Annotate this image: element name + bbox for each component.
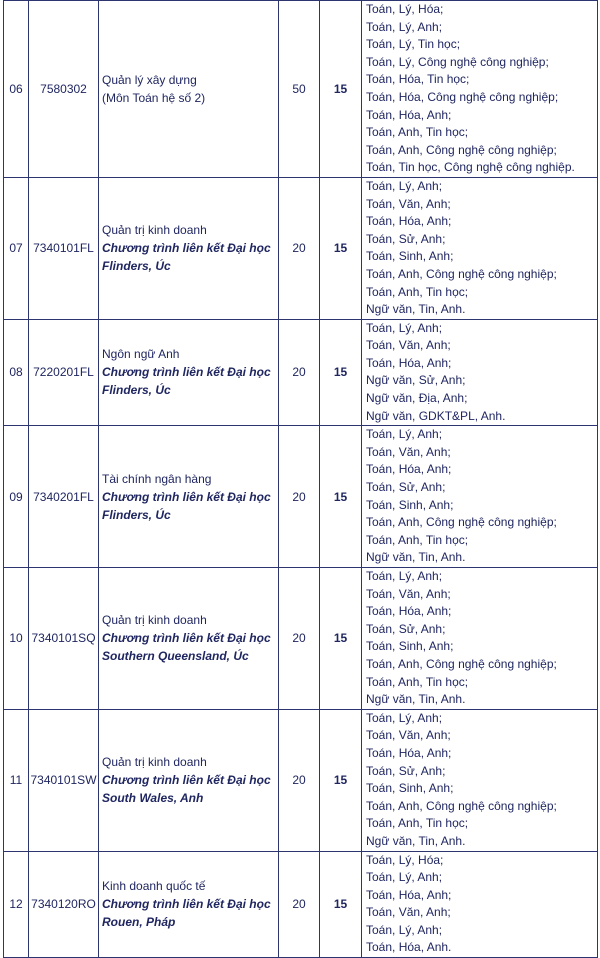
program-note: Chương trình liên kết Đại học Flinders, Úc: [102, 489, 271, 522]
row-number: 10: [4, 568, 29, 710]
major-name: Quản trị kinh doanh: [102, 755, 207, 770]
program-note: Chương trình liên kết Đại học South Wales, Anh: [102, 773, 271, 806]
subject-combination: Toán, Sử, Anh;: [366, 231, 446, 246]
major-name-cell: [99, 319, 279, 426]
quota: 20: [279, 177, 320, 319]
subject-combination: Toán, Anh, Công nghệ công nghiệp;: [366, 515, 557, 530]
table-row: [4, 709, 598, 851]
quota: 20: [279, 319, 320, 426]
subject-combination: Toán, Anh, Tin học;: [366, 125, 469, 140]
subject-combination: Toán, Lý, Công nghệ công nghiệp;: [366, 54, 549, 69]
subject-combination: Toán, Anh, Tin học;: [366, 284, 469, 299]
table-row: [4, 319, 598, 426]
subject-combination: Toán, Hóa, Anh;: [366, 355, 452, 370]
subject-combination: Toán, Lý, Hóa;: [366, 2, 444, 16]
subject-combination: Toán, Sử, Anh;: [366, 621, 446, 636]
subject-combination: Toán, Văn, Anh;: [366, 728, 451, 743]
program-note: Chương trình liên kết Đại học Southern Queensland, Úc: [102, 631, 271, 664]
major-name: Quản trị kinh doanh: [102, 613, 207, 628]
subject-combination: Toán, Hóa, Tin học;: [366, 72, 470, 87]
subject-combination: Toán, Văn, Anh;: [366, 586, 451, 601]
min-score: 15: [320, 709, 362, 851]
subject-combination: Toán, Tin học, Công nghệ công nghiệp.: [366, 160, 575, 175]
row-number: 08: [4, 319, 29, 426]
subject-combination: Toán, Lý, Anh;: [366, 710, 443, 725]
major-code: 7340101FL: [29, 177, 99, 319]
major-name: Tài chính ngân hàng: [102, 471, 212, 486]
subject-combination: Toán, Hóa, Anh;: [366, 462, 452, 477]
subject-combinations: [362, 851, 598, 958]
quota: 20: [279, 851, 320, 958]
subject-combinations: [362, 1, 598, 178]
table-row: [4, 1, 598, 178]
subject-combination: Toán, Anh, Tin học;: [366, 816, 469, 831]
subject-combination: Toán, Lý, Hóa;: [366, 852, 444, 867]
major-code: 7220201FL: [29, 319, 99, 426]
program-note: Chương trình liên kết Đại học Flinders, Úc: [102, 241, 271, 274]
subject-combination: Toán, Lý, Anh;: [366, 320, 443, 335]
subject-combination: Toán, Anh, Tin học;: [366, 532, 469, 547]
subject-combination: Toán, Hóa, Anh;: [366, 745, 452, 760]
row-number: 11: [4, 709, 29, 851]
row-number: 06: [4, 1, 29, 178]
admission-table-body: [4, 1, 598, 958]
program-note: Chương trình liên kết Đại học Flinders, Úc: [102, 365, 271, 398]
major-name: Ngôn ngữ Anh: [102, 347, 180, 362]
min-score: 15: [320, 568, 362, 710]
major-code: 7340101SW: [29, 709, 99, 851]
row-number: 12: [4, 851, 29, 958]
subject-combination: Toán, Hóa, Anh;: [366, 887, 452, 902]
program-note: (Môn Toán hệ số 2): [102, 90, 206, 105]
table-row: [4, 177, 598, 319]
subject-combination: Toán, Hóa, Anh.: [366, 940, 452, 955]
major-name: Quản trị kinh doanh: [102, 223, 207, 238]
subject-combination: Toán, Hóa, Anh;: [366, 604, 452, 619]
subject-combination: Toán, Văn, Anh;: [366, 338, 451, 353]
subject-combination: Ngữ văn, Tin, Anh.: [366, 550, 466, 565]
major-name-cell: [99, 177, 279, 319]
major-code: 7340101SQ: [29, 568, 99, 710]
subject-combination: Toán, Sinh, Anh;: [366, 781, 454, 796]
min-score: 15: [320, 851, 362, 958]
major-name-cell: [99, 568, 279, 710]
subject-combination: Ngữ văn, Tin, Anh.: [366, 692, 466, 707]
major-code: 7340120RO: [29, 851, 99, 958]
subject-combination: Toán, Lý, Anh;: [366, 178, 443, 193]
subject-combination: Toán, Lý, Anh;: [366, 19, 443, 34]
quota: 20: [279, 568, 320, 710]
subject-combination: Toán, Lý, Tin học;: [366, 37, 461, 52]
major-name-cell: [99, 851, 279, 958]
quota: 20: [279, 426, 320, 568]
subject-combination: Ngữ văn, Tin, Anh.: [366, 302, 466, 317]
subject-combination: Toán, Văn, Anh;: [366, 444, 451, 459]
major-name: Quản lý xây dựng: [102, 72, 197, 87]
subject-combination: Toán, Anh, Công nghệ công nghiệp;: [366, 656, 557, 671]
quota: 50: [279, 1, 320, 178]
subject-combination: Ngữ văn, Sử, Anh;: [366, 373, 466, 388]
subject-combination: Toán, Sử, Anh;: [366, 480, 446, 495]
subject-combination: Ngữ văn, Địa, Anh;: [366, 391, 468, 406]
subject-combination: Toán, Văn, Anh;: [366, 905, 451, 920]
major-code: 7580302: [29, 1, 99, 178]
min-score: 15: [320, 319, 362, 426]
major-name-cell: [99, 709, 279, 851]
subject-combination: Toán, Sinh, Anh;: [366, 639, 454, 654]
subject-combination: Toán, Hóa, Anh;: [366, 214, 452, 229]
subject-combination: Toán, Anh, Công nghệ công nghiệp;: [366, 798, 557, 813]
subject-combinations: [362, 426, 598, 568]
subject-combination: Toán, Anh, Tin học;: [366, 674, 469, 689]
min-score: 15: [320, 1, 362, 178]
subject-combinations: [362, 319, 598, 426]
subject-combination: Toán, Lý, Anh;: [366, 427, 443, 442]
subject-combination: Toán, Lý, Anh;: [366, 569, 443, 583]
row-number: 07: [4, 177, 29, 319]
subject-combination: Toán, Anh, Công nghệ công nghiệp;: [366, 266, 557, 281]
subject-combinations: [362, 709, 598, 851]
subject-combination: Toán, Sử, Anh;: [366, 763, 446, 778]
subject-combination: Toán, Lý, Anh;: [366, 922, 443, 937]
subject-combinations: [362, 568, 598, 710]
subject-combination: Toán, Sinh, Anh;: [366, 249, 454, 264]
subject-combination: Toán, Hóa, Công nghệ công nghiệp;: [366, 89, 559, 104]
subject-combination: Toán, Văn, Anh;: [366, 196, 451, 211]
subject-combinations: [362, 177, 598, 319]
row-number: 09: [4, 426, 29, 568]
program-note: Chương trình liên kết Đại học Rouen, Pháp: [102, 897, 271, 930]
subject-combination: Toán, Hóa, Anh;: [366, 107, 452, 122]
table-row: [4, 426, 598, 568]
min-score: 15: [320, 177, 362, 319]
quota: 20: [279, 709, 320, 851]
major-name: Kinh doanh quốc tế: [102, 879, 206, 894]
subject-combination: Toán, Anh, Công nghệ công nghiệp;: [366, 142, 557, 157]
subject-combination: Toán, Sinh, Anh;: [366, 497, 454, 512]
admission-table: [3, 0, 598, 958]
major-name-cell: [99, 426, 279, 568]
major-name-cell: [99, 1, 279, 178]
min-score: 15: [320, 426, 362, 568]
subject-combination: Ngữ văn, Tin, Anh.: [366, 833, 466, 848]
table-row: [4, 851, 598, 958]
table-row: [4, 568, 598, 710]
subject-combination: Toán, Lý, Anh;: [366, 870, 443, 885]
major-code: 7340201FL: [29, 426, 99, 568]
subject-combination: Ngữ văn, GDKT&PL, Anh.: [366, 408, 506, 423]
